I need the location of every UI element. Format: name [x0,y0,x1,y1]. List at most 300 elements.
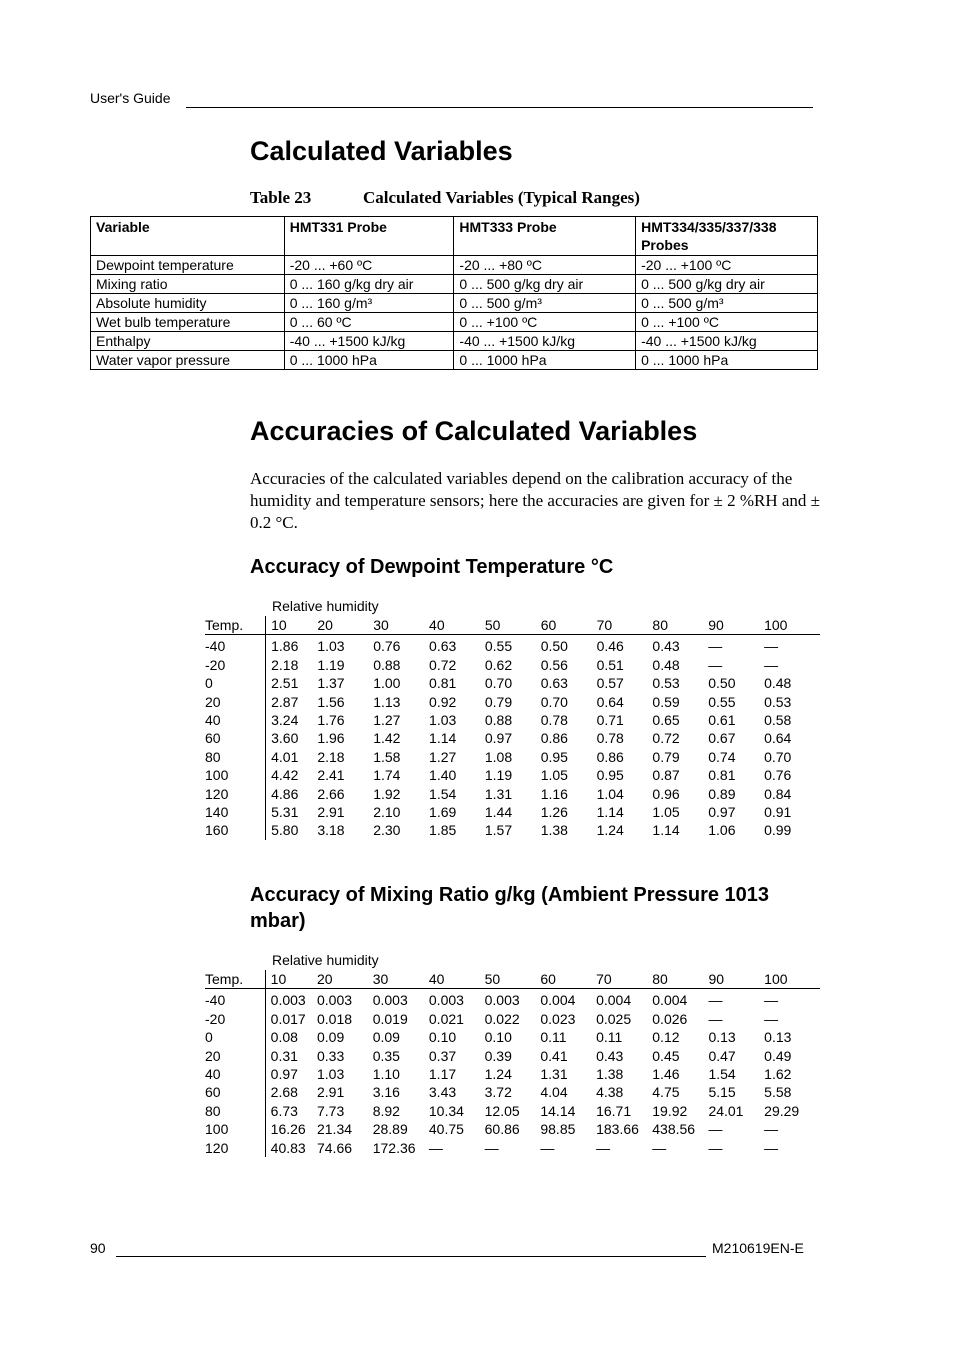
temp-cell: 20 [205,1047,221,1064]
table-cell: 0 ... 500 g/kg dry air [636,275,818,294]
grid-row [205,729,820,747]
accuracy-cell: 0.96 [652,785,680,802]
accuracy-cell: 3.72 [484,1084,512,1101]
temp-cell: 100 [205,1121,229,1138]
accuracy-cell: 0.74 [708,748,736,765]
accuracy-cell: 1.19 [317,656,345,673]
accuracy-cell: 0.023 [540,1010,576,1027]
table-cell: 0 ... 1000 hPa [284,351,454,370]
accuracy-cell: — [764,1121,779,1138]
accuracy-cell: 0.45 [652,1047,680,1064]
grid-row [205,1139,820,1157]
accuracy-cell: — [428,1139,443,1156]
intro-text: Accuracies of the calculated variables depend on the calibration accuracy of the humidity and temperature sensors; here the accuracies are given for ± 2 %RH and ± 0.2 °C. [250,469,821,532]
column-header: Variable [91,217,285,256]
rh-axis-label: Relative humidity [272,598,379,614]
accuracy-cell: 0.53 [652,675,680,692]
accuracy-cell: 1.56 [317,693,345,710]
accuracy-cell: 3.16 [372,1084,400,1101]
accuracy-cell: 1.76 [317,712,345,729]
accuracy-cell: — [708,638,723,655]
accuracy-cell: 1.19 [484,767,513,784]
accuracy-cell: 2.30 [373,822,401,839]
temp-cell: 100 [205,767,229,784]
rh-header: 50 [485,616,541,635]
table-cell: Mixing ratio [91,275,285,294]
rh-header: 20 [317,970,373,989]
accuracy-cell: 0.004 [652,992,688,1009]
temp-header: Temp. [205,970,265,989]
accuracy-cell: 1.26 [540,804,568,821]
accuracy-cell: 5.80 [266,821,318,839]
accuracy-cell: 0.58 [764,712,792,729]
header-rule [186,107,813,108]
grid-row [205,1065,820,1083]
accuracy-cell: 0.81 [708,767,736,784]
accuracy-cell: 183.66 [596,1121,639,1138]
accuracy-cell: — [708,1139,723,1156]
accuracy-cell: 0.72 [652,730,680,747]
grid-row [205,766,820,784]
accuracy-cell: 7.73 [316,1102,345,1119]
temp-cell: 160 [205,822,229,839]
accuracy-cell: 0.48 [652,656,680,673]
accuracy-cell: 1.03 [429,712,457,729]
accuracy-cell: 0.022 [484,1010,520,1027]
accuracy-cell: 4.75 [652,1084,680,1101]
grid-row [205,821,820,839]
temp-cell: 120 [205,785,229,802]
accuracy-cell: 0.33 [316,1047,345,1064]
temp-cell: 40 [205,712,221,729]
accuracy-cell: 0.95 [596,767,624,784]
temp-cell: -40 [205,992,226,1009]
accuracy-cell: 0.35 [372,1047,400,1064]
subsection-title-mixing-ratio: Accuracy of Mixing Ratio g/kg (Ambient Pressure 1013 mbar) [250,884,770,932]
accuracy-cell: — [764,638,779,655]
table-cell: Dewpoint temperature [91,256,285,275]
accuracy-cell: 0.55 [708,693,736,710]
accuracy-cell: 1.37 [317,675,345,692]
accuracy-cell: 1.57 [484,822,513,839]
accuracy-cell: 1.00 [373,675,401,692]
accuracy-cell: 0.10 [484,1029,512,1046]
temp-cell: -20 [205,1010,226,1027]
table-cell: 0 ... +100 ºC [454,313,636,332]
accuracy-cell: 438.56 [652,1121,696,1138]
accuracy-cell: 0.97 [265,1065,317,1083]
accuracy-cell: 0.09 [372,1029,400,1046]
grid-header-row [205,616,820,635]
accuracy-cell: 0.003 [372,992,408,1009]
accuracy-cell: 0.47 [708,1047,736,1064]
accuracy-cell: 0.67 [708,730,736,747]
calculated-variables-table [90,216,818,370]
rh-header: 10 [265,970,317,989]
accuracy-cell: — [652,1139,667,1156]
accuracy-cell: 0.97 [484,730,513,747]
accuracy-cell: 4.04 [540,1084,568,1101]
intro-paragraph [250,468,820,534]
temp-cell: -20 [205,656,226,673]
accuracy-cell: 0.021 [428,1010,464,1027]
accuracy-cell: 6.73 [265,1102,317,1120]
accuracy-cell: 40.75 [428,1121,464,1138]
rh-header: 90 [708,616,764,635]
accuracy-cell: 1.08 [484,748,513,765]
table-caption [250,188,640,208]
grid-row [205,1102,820,1120]
accuracy-cell: 0.57 [596,675,624,692]
accuracy-cell: 0.018 [316,1010,353,1027]
accuracy-cell: 0.63 [429,638,457,655]
accuracy-cell: 1.16 [540,785,568,802]
grid-row [205,1028,820,1046]
accuracy-cell: 1.27 [373,712,401,729]
accuracy-cell: 1.85 [429,822,457,839]
accuracy-cell: — [540,1139,555,1156]
accuracy-cell: 0.41 [540,1047,568,1064]
accuracy-cell: 1.96 [317,730,345,747]
accuracy-cell: 4.86 [266,785,318,803]
accuracy-cell: 1.54 [708,1066,736,1083]
accuracy-cell: 0.62 [484,656,513,673]
table-cell: 0 ... 1000 hPa [636,351,818,370]
accuracy-cell: 0.79 [484,693,513,710]
accuracy-cell: 0.70 [764,748,792,765]
accuracy-cell: 0.53 [764,693,792,710]
accuracy-cell: 1.86 [266,635,318,656]
accuracy-cell: 1.06 [708,822,736,839]
accuracy-cell: 0.48 [764,675,792,692]
table-cell: -40 ... +1500 kJ/kg [284,332,454,351]
accuracy-cell: 1.31 [540,1066,568,1083]
accuracy-cell: 0.50 [540,638,568,655]
mixing-ratio-grid [205,970,820,1157]
rh-axis-label: Relative humidity [272,952,379,968]
accuracy-cell: 1.58 [373,748,401,765]
table-cell: 0 ... 60 ºC [284,313,454,332]
rh-header: 60 [540,970,596,989]
rh-header: 80 [652,616,708,635]
accuracy-cell: 2.18 [266,656,318,674]
rh-header: 40 [429,970,485,989]
accuracy-cell: — [764,1139,779,1156]
accuracy-cell: 98.85 [540,1121,576,1138]
temp-cell: 80 [205,1102,221,1119]
table-row [91,351,818,370]
rh-header: 70 [596,970,652,989]
footer-rule [116,1256,706,1257]
table-row [91,275,818,294]
accuracy-cell: 1.44 [484,804,513,821]
accuracy-cell: 1.69 [429,804,457,821]
table-caption-text: Calculated Variables (Typical Ranges) [363,188,640,207]
dewpoint-accuracy-table [205,598,820,848]
accuracy-cell: 172.36 [372,1139,416,1156]
accuracy-cell: 1.24 [596,822,624,839]
table-cell: -20 ... +100 ºC [636,256,818,275]
accuracy-cell: 0.49 [764,1047,792,1064]
accuracy-cell: 0.78 [596,730,624,747]
accuracy-cell: 0.72 [429,656,457,673]
accuracy-cell: 0.13 [708,1029,736,1046]
accuracy-cell: 2.18 [317,748,345,765]
grid-row [205,785,820,803]
accuracy-cell: 4.01 [266,748,318,766]
mixing-ratio-accuracy-table [205,952,820,1172]
accuracy-cell: 1.31 [484,785,513,802]
accuracy-cell: 2.10 [373,804,401,821]
accuracy-cell: 29.29 [764,1102,800,1119]
accuracy-cell: — [708,1121,723,1138]
document-code: M210619EN-E [712,1240,804,1256]
page-number: 90 [90,1240,106,1256]
accuracy-cell: 0.64 [596,693,624,710]
accuracy-cell: 0.71 [596,712,624,729]
accuracy-cell: 0.08 [265,1028,317,1046]
temp-cell: 60 [205,730,221,747]
table-cell: Wet bulb temperature [91,313,285,332]
accuracy-cell: 0.95 [540,748,568,765]
rh-header: 30 [373,970,429,989]
accuracy-cell: 0.70 [484,675,513,692]
accuracy-cell: 1.38 [540,822,568,839]
running-header: User's Guide [90,90,171,106]
table-cell: Absolute humidity [91,294,285,313]
accuracy-cell: 0.86 [596,748,624,765]
rh-header: 20 [317,616,373,635]
accuracy-cell: 1.05 [652,804,680,821]
rh-header: 50 [485,970,541,989]
grid-row [205,1047,820,1065]
table-cell: 0 ... 160 g/m³ [284,294,454,313]
accuracy-cell: 1.13 [373,693,401,710]
table-label: Table 23 [250,188,312,207]
accuracy-cell: — [708,656,723,673]
accuracy-cell: 24.01 [708,1102,744,1119]
accuracy-cell: 0.025 [596,1010,632,1027]
accuracy-cell: 0.63 [540,675,568,692]
accuracy-cell: 1.10 [372,1066,400,1083]
accuracy-cell: 0.87 [652,767,680,784]
accuracy-cell: 0.76 [764,767,792,784]
accuracy-cell: 2.91 [316,1084,345,1101]
accuracy-cell: — [764,1010,779,1027]
accuracy-cell: 1.40 [429,767,457,784]
accuracy-cell: 1.92 [373,785,401,802]
accuracy-cell: — [484,1139,499,1156]
accuracy-cell: 0.46 [596,638,624,655]
grid-row [205,989,820,1010]
accuracy-cell: 0.88 [484,712,513,729]
accuracy-cell: 0.64 [764,730,792,747]
temp-cell: 40 [205,1066,221,1083]
temp-cell: 20 [205,693,221,710]
accuracy-cell: 1.03 [316,1066,345,1083]
accuracy-cell: 2.91 [317,804,345,821]
accuracy-cell: 5.58 [764,1084,792,1101]
accuracy-cell: 0.81 [429,675,457,692]
grid-row [205,711,820,729]
accuracy-cell: 1.17 [428,1066,457,1083]
accuracy-cell: 0.37 [428,1047,457,1064]
rh-header: 30 [373,616,429,635]
accuracy-cell: 0.99 [764,822,792,839]
table-cell: 0 ... 160 g/kg dry air [284,275,454,294]
column-header: HMT334/335/337/338 Probes [636,217,818,256]
temp-cell: 140 [205,804,229,821]
grid-header-row [205,970,820,989]
accuracy-cell: 5.31 [266,803,318,821]
rh-header: 60 [541,616,597,635]
accuracy-cell: 60.86 [484,1121,520,1138]
accuracy-cell: — [596,1139,611,1156]
temp-cell: 120 [205,1139,229,1156]
accuracy-cell: 1.62 [764,1066,792,1083]
table-cell: 0 ... 500 g/kg dry air [454,275,636,294]
accuracy-cell: 8.92 [372,1102,400,1119]
accuracy-cell: 3.18 [317,822,345,839]
accuracy-cell: 1.14 [652,822,680,839]
accuracy-cell: 3.43 [428,1084,457,1101]
accuracy-cell: 0.79 [652,748,680,765]
column-header: HMT333 Probe [454,217,636,256]
table-row [91,256,818,275]
accuracy-cell: 1.03 [317,638,345,655]
accuracy-cell: 0.76 [373,638,401,655]
accuracy-cell: 2.68 [265,1083,317,1101]
grid-row [205,1120,820,1138]
accuracy-cell: 0.019 [372,1010,408,1027]
accuracy-cell: — [764,992,779,1009]
temp-cell: 60 [205,1084,221,1101]
accuracy-cell: 19.92 [652,1102,688,1119]
grid-row [205,1083,820,1101]
rh-header: 100 [764,970,820,989]
table-cell: 0 ... 500 g/m³ [454,294,636,313]
section-title-accuracies: Accuracies of Calculated Variables [250,416,698,446]
accuracy-cell: 0.026 [652,1010,688,1027]
accuracy-cell: 0.39 [484,1047,512,1064]
accuracy-cell: 0.11 [540,1029,567,1046]
accuracy-cell: 3.60 [266,729,318,747]
table-cell: -20 ... +80 ºC [454,256,636,275]
accuracy-cell: 0.003 [484,992,520,1009]
accuracy-cell: 14.14 [540,1102,576,1119]
accuracy-cell: 4.38 [596,1084,624,1101]
accuracy-cell: — [708,992,723,1009]
accuracy-cell: 1.27 [429,748,457,765]
accuracy-cell: 0.86 [540,730,568,747]
accuracy-cell: 0.70 [540,693,568,710]
table-row [91,332,818,351]
accuracy-cell: 3.24 [266,711,318,729]
accuracy-cell: 0.51 [596,656,624,673]
table-cell: 0 ... 1000 hPa [454,351,636,370]
rh-header: 80 [652,970,708,989]
accuracy-cell: 2.41 [317,767,345,784]
temp-cell: -40 [205,638,226,655]
accuracy-cell: 4.42 [266,766,318,784]
accuracy-cell: 16.26 [265,1120,317,1138]
accuracy-cell: 2.87 [266,693,318,711]
accuracy-cell: 0.31 [265,1047,317,1065]
grid-row [205,1010,820,1028]
accuracy-cell: 5.15 [708,1084,736,1101]
column-header: HMT331 Probe [284,217,454,256]
grid-row [205,674,820,692]
grid-row [205,656,820,674]
grid-row [205,693,820,711]
temp-cell: 0 [205,675,213,692]
accuracy-cell: 21.34 [316,1121,353,1138]
accuracy-cell: 2.51 [266,674,318,692]
accuracy-cell: 0.89 [708,785,736,802]
temp-header: Temp. [205,616,266,635]
accuracy-cell: 2.66 [317,785,345,802]
accuracy-cell: 0.61 [708,712,736,729]
accuracy-cell: 0.09 [316,1029,345,1046]
accuracy-cell: 16.71 [596,1102,632,1119]
accuracy-cell: 0.10 [428,1029,457,1046]
accuracy-cell: 0.55 [484,638,513,655]
temp-cell: 0 [205,1029,213,1046]
subsection-title-dewpoint: Accuracy of Dewpoint Temperature °C [250,556,614,578]
accuracy-cell: 12.05 [484,1102,520,1119]
accuracy-cell: 1.74 [373,767,401,784]
accuracy-cell: 1.14 [596,804,624,821]
accuracy-cell: 0.43 [652,638,680,655]
accuracy-cell: 0.97 [708,804,736,821]
table-cell: 0 ... +100 ºC [636,313,818,332]
accuracy-cell: 28.89 [372,1121,408,1138]
accuracy-cell: 1.14 [429,730,457,747]
accuracy-cell: 0.59 [652,693,680,710]
accuracy-cell: 1.24 [484,1066,512,1083]
accuracy-cell: 0.017 [265,1010,317,1028]
table-cell: 0 ... 500 g/m³ [636,294,818,313]
accuracy-cell: 1.05 [540,767,568,784]
accuracy-cell: 0.003 [428,992,464,1009]
accuracy-cell: 1.54 [429,785,457,802]
accuracy-cell: 0.65 [652,712,680,729]
section-title-calculated-variables: Calculated Variables [250,136,513,166]
accuracy-cell: 0.13 [764,1029,792,1046]
accuracy-cell: 0.84 [764,785,792,802]
accuracy-cell: 10.34 [428,1102,464,1119]
accuracy-cell: 1.38 [596,1066,624,1083]
rh-header: 10 [266,616,318,635]
accuracy-cell: 0.004 [596,992,632,1009]
accuracy-cell: 40.83 [265,1139,317,1157]
accuracy-cell: 0.11 [596,1029,623,1046]
accuracy-cell: 1.04 [596,785,624,802]
temp-cell: 80 [205,748,221,765]
accuracy-cell: 0.91 [764,804,792,821]
table-row [91,294,818,313]
accuracy-cell: 0.92 [429,693,457,710]
grid-row [205,748,820,766]
accuracy-cell: — [764,656,779,673]
accuracy-cell: 1.46 [652,1066,680,1083]
accuracy-cell: 74.66 [316,1139,353,1156]
table-header-row [91,217,818,256]
rh-header: 90 [708,970,764,989]
grid-row [205,635,820,656]
accuracy-cell: 0.50 [708,675,736,692]
accuracy-cell: 0.003 [265,989,317,1010]
